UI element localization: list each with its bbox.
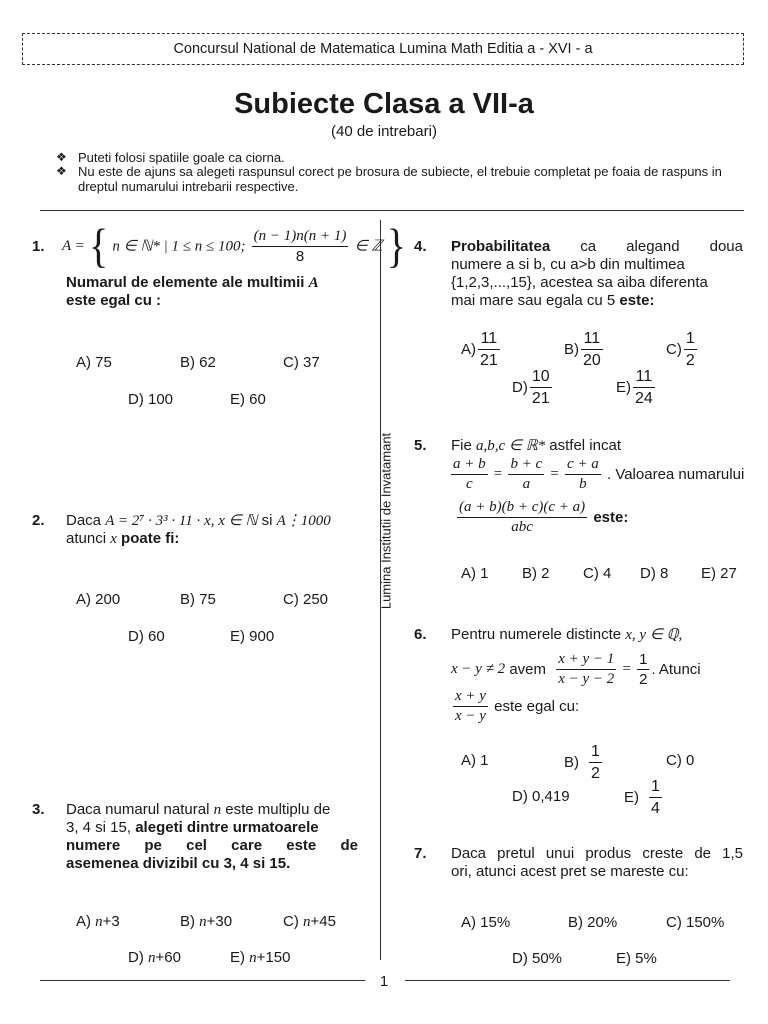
q4-option-a[interactable]: [461, 328, 502, 371]
note-1: [56, 150, 758, 165]
q7-l2: ori, atunci acest pret se mareste cu:: [451, 863, 689, 880]
q6-cond: x − y ≠ 2: [451, 661, 506, 677]
q6-t3: . Atunci: [651, 661, 701, 678]
diamond-bullet-icon: ❖: [56, 150, 67, 164]
q4-c-fraction: [684, 328, 697, 371]
q2-option-d[interactable]: D) 60: [128, 628, 165, 645]
q3-c-rest: +45: [310, 913, 336, 930]
q4-b-letter: B): [564, 341, 579, 358]
q3-t4: alegeti dintre urmatoarele: [135, 819, 319, 836]
q5-option-a[interactable]: A) 1: [461, 565, 489, 582]
q4-c-letter: C): [666, 341, 682, 358]
q5-option-d[interactable]: D) 8: [640, 565, 669, 582]
numerator: 1: [591, 743, 600, 760]
q6-e-fraction: [649, 776, 662, 819]
q5-t4: este:: [593, 509, 629, 526]
question-6-number: 6.: [414, 626, 427, 643]
q1-option-a[interactable]: A) 75: [76, 354, 112, 371]
q3-e-letter: E): [230, 949, 250, 966]
numerator: x + y − 1: [558, 651, 615, 667]
q3-option-a[interactable]: [76, 913, 120, 931]
q5-t1: Fie: [451, 437, 477, 454]
q2-t3: atunci: [66, 530, 111, 547]
numerator: (a + b)(b + c)(c + a): [459, 499, 586, 515]
equals-sign: =: [622, 661, 631, 677]
q2-expr2: A⋮1000: [276, 513, 331, 529]
q2-var: x: [110, 531, 117, 547]
numerator: 10: [531, 368, 550, 385]
q3-d-letter: D): [128, 949, 148, 966]
q6-frac-ask: [453, 687, 488, 726]
q2-option-a[interactable]: A) 200: [76, 591, 121, 608]
q3-c-var: n: [303, 914, 311, 930]
q3-a-letter: A): [76, 913, 96, 930]
q3-t2: este multiplu de: [221, 801, 331, 818]
numerator: 11: [583, 330, 601, 347]
question-5-number: 5.: [414, 437, 427, 454]
numerator: 1: [651, 778, 660, 795]
q5-t3: . Valoarea numarului: [606, 466, 745, 483]
denominator: x − y − 2: [558, 671, 615, 687]
numerator: a + b: [453, 456, 486, 472]
q7-option-d[interactable]: D) 50%: [512, 950, 563, 967]
q3-option-d[interactable]: [128, 949, 181, 967]
question-4-text: [451, 238, 743, 310]
denominator: a: [508, 474, 544, 494]
denominator: x − y: [455, 708, 486, 724]
q7-option-a[interactable]: A) 15%: [461, 914, 511, 931]
q4-option-b[interactable]: [564, 328, 605, 371]
q7-option-c[interactable]: C) 150%: [666, 914, 725, 931]
denominator: 4: [649, 797, 662, 819]
set-prefix: A =: [62, 237, 85, 254]
denominator: 2: [639, 671, 648, 688]
denominator: 24: [633, 387, 655, 409]
q5-frac-2: [508, 455, 544, 494]
q1-line2: este egal cu :: [66, 292, 162, 309]
q1-line1: Numarul de elemente ale multimii: [66, 274, 309, 291]
numerator: 1: [639, 651, 648, 668]
q6-option-e[interactable]: [624, 776, 664, 819]
q3-t6: asemenea divizibil cu 3, 4 si 15.: [66, 855, 291, 872]
q2-option-e[interactable]: E) 900: [230, 628, 275, 645]
numerator: 11: [480, 330, 498, 347]
diamond-bullet-icon: ❖: [56, 164, 67, 178]
denominator: 21: [478, 349, 500, 371]
q5-frac-3: [565, 455, 601, 494]
q5-option-e[interactable]: E) 27: [701, 565, 737, 582]
q1-var: A: [308, 275, 319, 291]
q6-option-c[interactable]: C) 0: [666, 752, 695, 769]
q3-d-var: n: [148, 950, 156, 966]
question-2-number: 2.: [32, 512, 45, 529]
q3-var: n: [213, 802, 222, 818]
q1-option-c[interactable]: C) 37: [283, 354, 320, 371]
denominator: b: [565, 474, 601, 494]
side-label-text: Lumina Institutii de Invatamant: [378, 432, 394, 610]
q1-option-d[interactable]: D) 100: [128, 391, 174, 408]
equals-sign: =: [493, 466, 503, 482]
q3-b-letter: B): [180, 913, 200, 930]
q2-expr: A = 2⁷ · 3³ · 11 · x, x ∈ ℕ: [105, 513, 258, 529]
q7-option-b[interactable]: B) 20%: [568, 914, 618, 931]
q3-t5: numere pe cel care este de: [66, 837, 358, 854]
question-5-line1: [451, 437, 621, 455]
q4-b-fraction: [581, 328, 603, 371]
q5-option-c[interactable]: C) 4: [583, 565, 612, 582]
q4-option-d[interactable]: [512, 366, 554, 409]
page-subtitle: (40 de intrebari): [331, 123, 437, 140]
denominator: 21: [530, 387, 552, 409]
q6-option-b[interactable]: [564, 741, 604, 784]
q6-option-d[interactable]: D) 0,419: [512, 788, 570, 805]
set-tail: ∈ ℤ: [354, 238, 383, 255]
page-title: Subiecte Clasa a VII-a: [234, 88, 534, 120]
numerator: 1: [685, 330, 695, 347]
q3-option-b[interactable]: [180, 913, 232, 931]
q3-a-rest: +3: [102, 913, 120, 930]
denominator: 2: [589, 762, 602, 784]
denominator: 20: [581, 349, 603, 371]
q6-vars: x, y ∈ ℚ,: [625, 627, 683, 643]
top-divider: [40, 210, 744, 211]
q1-option-e[interactable]: E) 60: [230, 391, 266, 408]
note-2: [56, 164, 758, 194]
q3-b-rest: +30: [206, 913, 233, 930]
q4-l2: numere a si b, cu a>b din multimea: [451, 256, 685, 273]
q5-option-b[interactable]: B) 2: [522, 565, 550, 582]
question-7-number: 7.: [414, 845, 427, 862]
page-number: 1: [379, 973, 389, 990]
set-condition: n ∈ ℕ* | 1 ≤ n ≤ 100;: [112, 238, 246, 255]
question-1-text: [66, 274, 366, 310]
q4-e-fraction: [633, 366, 655, 409]
q6-e-letter: E): [624, 789, 639, 806]
numerator: 11: [635, 368, 653, 385]
q6-option-a[interactable]: A) 1: [461, 752, 489, 769]
q3-e-rest: +150: [256, 949, 291, 966]
q3-d-rest: +60: [155, 949, 181, 966]
note-text: Nu este de ajuns sa alegeti raspunsul corect pe brosura de subiecte, el trebuie completat pe foaia de raspuns in dreptul numarului intrebarii respective.: [78, 164, 722, 194]
equals-sign: =: [550, 466, 559, 482]
q3-e-var: n: [249, 950, 257, 966]
q3-b-var: n: [199, 914, 207, 930]
q2-t4: poate fi:: [116, 530, 180, 547]
q4-bold: Probabilitatea: [451, 238, 551, 255]
question-3-number: 3.: [32, 801, 45, 818]
q6-t2: avem: [505, 661, 547, 678]
q2-t1: Daca: [66, 512, 106, 529]
set-fraction: [252, 227, 349, 266]
question-3-text: [66, 801, 358, 873]
q4-option-c[interactable]: [666, 328, 699, 371]
question-7-text: [451, 845, 743, 881]
q4-l4b: este:: [619, 292, 655, 309]
question-5-expression: [455, 498, 628, 537]
question-6-line1: [451, 626, 682, 644]
denominator: 2: [684, 349, 697, 371]
q1-option-b[interactable]: B) 62: [180, 354, 216, 371]
q6-b-fraction: [589, 741, 602, 784]
q5-frac-1: [451, 455, 488, 494]
q3-option-c[interactable]: [283, 913, 336, 931]
contest-header: Concursul National de Matematica Lumina Math Editia a - XVI - a: [22, 33, 744, 65]
q2-option-c[interactable]: C) 250: [283, 591, 329, 608]
q3-a-var: n: [95, 914, 103, 930]
note-text: Puteti folosi spatiile goale ca ciorna.: [78, 150, 285, 165]
q3-t1: Daca numarul natural: [66, 801, 214, 818]
denominator: c: [451, 474, 488, 494]
numerator: b + c: [510, 456, 543, 472]
q5-frac-4: [457, 498, 587, 537]
q4-a-fraction: [478, 328, 500, 371]
right-brace: }: [386, 218, 406, 273]
q7-l1: Daca pretul unui produs creste de 1,5: [451, 845, 743, 862]
question-1-number: 1.: [32, 238, 45, 255]
numerator: x + y: [455, 688, 486, 704]
q6-frac-half: [637, 650, 649, 689]
q6-b-letter: B): [564, 754, 579, 771]
q5-t2: astfel incat: [545, 437, 621, 454]
q6-frac-main: [556, 650, 616, 689]
q4-d-letter: D): [512, 379, 528, 396]
q4-l1: ca alegand doua: [550, 238, 743, 255]
q4-l3: {1,2,3,...,15}, acestea sa aiba diferenta: [451, 274, 708, 291]
q4-option-e[interactable]: [616, 366, 657, 409]
question-5-equation: [449, 455, 744, 494]
q6-t4: este egal cu:: [494, 698, 580, 715]
q4-e-letter: E): [616, 379, 631, 396]
q3-option-e[interactable]: [230, 949, 290, 967]
question-2-text: [66, 512, 376, 548]
question-6-equation: [451, 650, 701, 689]
question-6-expression: [451, 687, 579, 726]
q4-l4a: mai mare sau egala cu 5: [451, 292, 620, 309]
fraction-numerator: (n − 1)n(n + 1): [253, 227, 347, 244]
denominator: abc: [457, 517, 587, 537]
q2-option-b[interactable]: B) 75: [180, 591, 216, 608]
q4-a-letter: A): [461, 341, 476, 358]
left-brace: {: [88, 218, 109, 273]
question-4-number: 4.: [414, 238, 427, 255]
numerator: c + a: [567, 456, 599, 472]
fraction-denominator: 8: [252, 246, 349, 266]
q3-t3: 3, 4 si 15,: [66, 819, 136, 836]
q2-t2: si: [257, 512, 277, 529]
q7-option-e[interactable]: E) 5%: [616, 950, 657, 967]
q6-t1: Pentru numerele distincte: [451, 626, 626, 643]
q3-c-letter: C): [283, 913, 303, 930]
q5-vars: a,b,c ∈ ℝ*: [476, 438, 546, 454]
q4-d-fraction: [530, 366, 552, 409]
question-1-set: [62, 218, 406, 273]
